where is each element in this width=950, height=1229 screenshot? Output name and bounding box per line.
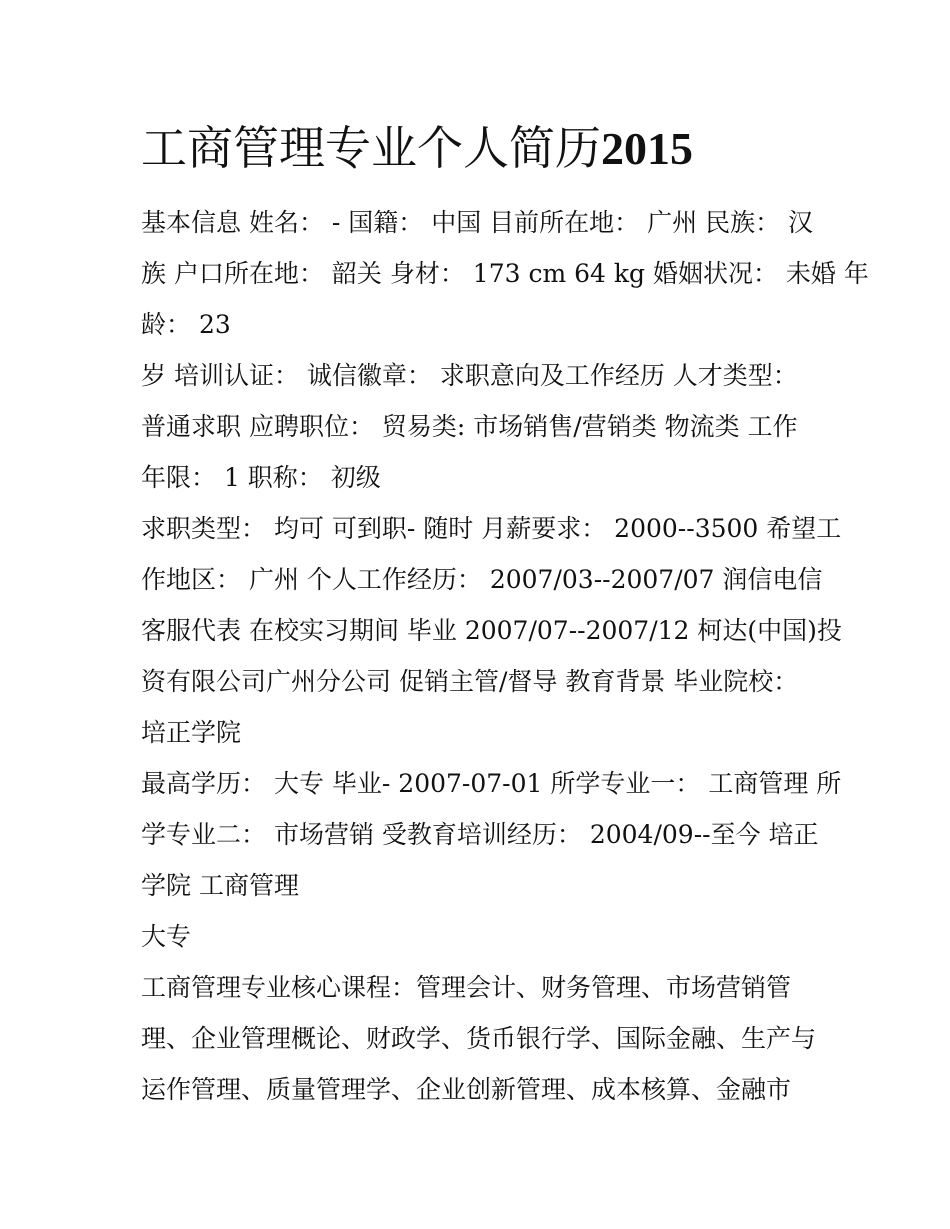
text-line: 理、企业管理概论、财政学、货币银行学、国际金融、生产与 — [141, 1024, 817, 1053]
text-line: 岁 培训认证： 诚信徽章： 求职意向及工作经历 人才类型： — [141, 361, 798, 390]
resume-body — [141, 197, 869, 1115]
text-line: 作地区： 广州 个人工作经历： 2007/03--2007/07 润信电信 — [141, 565, 823, 594]
text-line: 资有限公司广州分公司 促销主管/督导 教育背景 毕业院校： — [141, 667, 799, 696]
text-line: 工商管理专业核心课程：管理会计、财务管理、市场营销管 — [141, 973, 792, 1002]
text-line: 年限： 1 职称： 初级 — [141, 463, 381, 492]
text-line: 族 户口所在地： 韶关 身材： 173 cm 64 kg 婚姻状况： 未婚 年 — [141, 259, 869, 288]
text-line: 最高学历： 大专 毕业- 2007-07-01 所学专业一： 工商管理 所 — [141, 769, 842, 798]
text-line: 学专业二： 市场营销 受教育培训经历： 2004/09--至今 培正 — [141, 820, 819, 849]
document-title — [141, 122, 693, 175]
text-line: 客服代表 在校实习期间 毕业 2007/07--2007/12 柯达(中国)投 — [141, 616, 842, 645]
text-line: 基本信息 姓名： - 国籍： 中国 目前所在地： 广州 民族： 汉 — [141, 208, 814, 237]
text-line: 大专 — [141, 922, 192, 951]
text-line: 培正学院 — [141, 718, 242, 747]
title-text: 工商管理专业个人简历 — [141, 121, 601, 175]
text-line: 学院 工商管理 — [141, 871, 299, 900]
text-line: 龄： 23 — [141, 310, 231, 339]
title-year: 2015 — [601, 123, 693, 174]
text-line: 运作管理、质量管理学、企业创新管理、成本核算、金融市 — [141, 1075, 792, 1104]
text-line: 普通求职 应聘职位： 贸易类: 市场销售/营销类 物流类 工作 — [141, 412, 798, 441]
text-line: 求职类型： 均可 可到职- 随时 月薪要求： 2000--3500 希望工 — [141, 514, 842, 543]
